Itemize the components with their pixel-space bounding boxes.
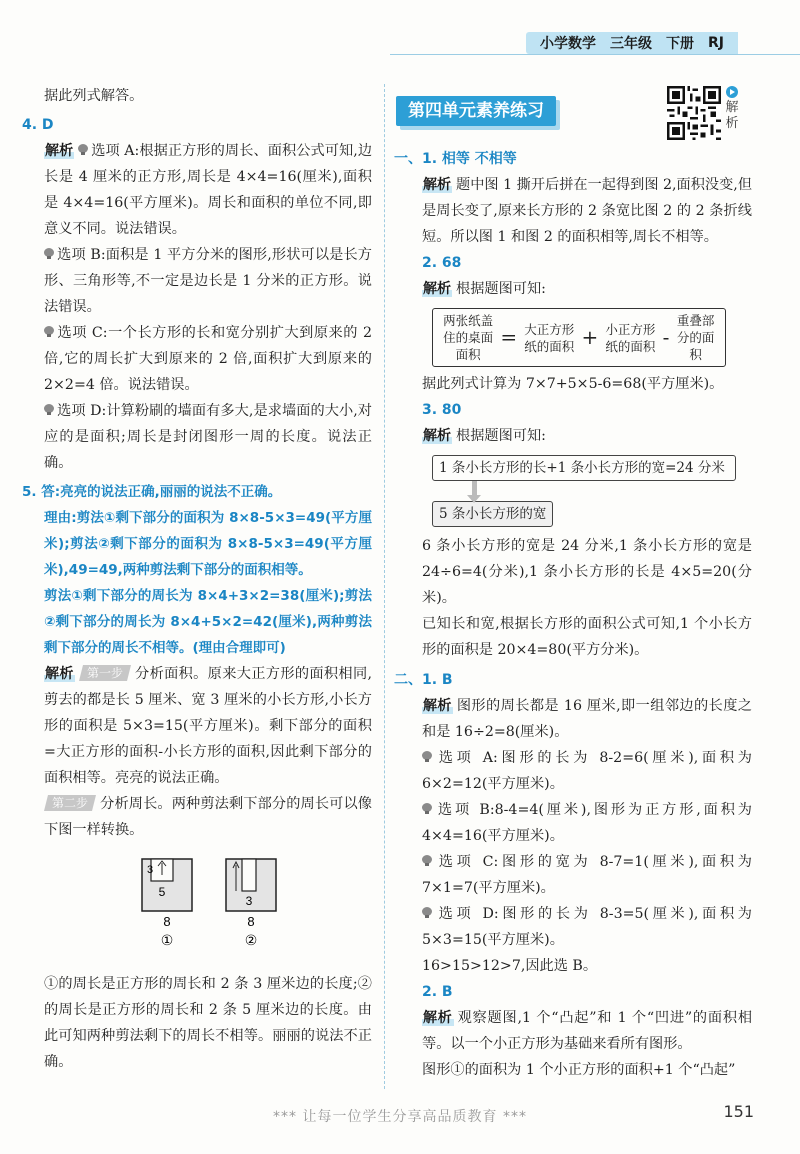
- part2-option-b: 选项 B:8-4=4(厘米),图形为正方形,面积为 4×4=16(平方厘米)。: [422, 802, 752, 844]
- q4-option-c: 选项 C:一个长方形的长和宽分别扩大到原来的 2 倍,它的周长扩大到原来的 2 倍,面积扩大到原来的 2×2=4 倍。说法错误。: [44, 325, 372, 393]
- area-formula-box: [432, 308, 726, 367]
- column-divider: [384, 84, 385, 1089]
- lightbulb-icon: [422, 803, 432, 815]
- diagram1-label: ①: [160, 932, 174, 947]
- q5-step2: 第二步 分析周长。两种剪法剩下部分的周长可以像下图一样转换。: [44, 796, 372, 838]
- part2-option-a: 选项 A:图形的长为 8-2=6(厘米),面积为 6×2=12(平方厘米)。: [422, 750, 752, 792]
- perimeter-diagrams: [44, 849, 372, 967]
- q4-option-a: 解析 选项 A:根据正方形的周长、面积公式可知,边长是 4 厘米的正方形,周长是 4×4=16(厘米),面积是 4×4=16(平方厘米)。周长和面积的单位不同,即意义不同。说法错误。: [44, 143, 373, 237]
- header-edition: RJ: [708, 35, 724, 51]
- part1-q3-number: 3. 80: [422, 402, 462, 418]
- play-icon: [726, 86, 738, 98]
- header-tag: [526, 32, 738, 54]
- analysis-tag: 解析: [423, 177, 452, 193]
- diagram2-bottom-label: 8: [247, 914, 255, 929]
- part2-option-c: 选项 C:图形的宽为 8-7=1(厘米),面积为 7×1=7(平方厘米)。: [422, 854, 752, 896]
- q5-reason-perimeter: 剪法①剩下部分的周长为 8×4+3×2=38(厘米);剪法②剩下部分的周长为 8×4+5×2=42(厘米),两种剪法剩下部分的周长不相等。(理由合理即可): [44, 588, 372, 656]
- lightbulb-icon: [78, 144, 88, 156]
- header-volume: 下册: [666, 36, 694, 52]
- analysis-tag: 解析: [423, 698, 452, 714]
- analysis-tag: 解析: [45, 143, 74, 159]
- part1-q3-intro: 解析 根据题图可知:: [423, 428, 546, 444]
- q5-answer: 5. 答:亮亮的说法正确,丽丽的说法不正确。: [22, 484, 282, 500]
- part2-option-d: 选项 D:图形的长为 8-3=5(厘米),面积为 5×3=15(平方厘米)。: [422, 906, 752, 948]
- part1-q2-calc: 据此列式计算为 7×7+5×5-6=68(平方厘米)。: [422, 376, 724, 392]
- flow-top-box: 1 条小长方形的长+1 条小长方形的宽=24 分米: [432, 455, 736, 481]
- lightbulb-icon: [422, 751, 432, 763]
- q5-step1: 解析 第一步 分析面积。原来大正方形的面积相同,剪去的都是长 5 厘米、宽 3 厘米的小长方形,小长方形的面积是 5×3=15(平方厘米)。剩下部分的面积=大正方形的面积-小长方形的面积,因此剩下部分的面积相等。亮亮的说法正确。: [44, 666, 373, 786]
- header-rule: [390, 54, 800, 55]
- diagram-cut-1: [138, 849, 198, 947]
- page-number: 151: [723, 1102, 754, 1121]
- diagram1-top-label: 3: [147, 864, 154, 876]
- header-subject: 小学数学: [540, 36, 596, 52]
- lightbulb-icon: [422, 907, 432, 919]
- formula-minus: -: [662, 325, 670, 349]
- q4-number: 4. D: [22, 117, 54, 133]
- q4-option-d: 选项 D:计算粉刷的墙面有多大,是求墙面的大小,对应的是面积;周长是封闭图形一周的长度。说法正确。: [44, 403, 372, 471]
- footer-slogan: *** 让每一位学生分享高品质教育 ***: [273, 1109, 527, 1125]
- lightbulb-icon: [44, 248, 54, 260]
- analysis-tag: 解析: [423, 281, 451, 297]
- part2-q2-number: 2. B: [422, 984, 453, 1000]
- diagram1-bottom-label: 8: [163, 914, 171, 929]
- diagram2-mid-label: 3: [245, 894, 253, 908]
- diagram-cut-2: [222, 849, 282, 947]
- part1-q1-analysis: 解析 题中图 1 撕开后拼在一起得到图 2,面积没变,但是周长变了,原来长方形的 2 条宽比图 2 的 2 条折线短。所以图 1 和图 2 的面积相等,周长不相等。: [422, 177, 753, 245]
- lightbulb-icon: [422, 855, 432, 867]
- analysis-tag: 解析: [423, 1010, 453, 1026]
- qr-label-text: 解析: [725, 100, 739, 131]
- lightbulb-icon: [44, 326, 54, 338]
- section-title: 第四单元素养练习: [396, 96, 556, 126]
- carry-line: 据此列式解答。: [44, 88, 144, 104]
- step-badge: 第一步: [79, 665, 131, 681]
- diagram2-label: ②: [244, 932, 258, 947]
- diagram1-mid-label: 5: [158, 885, 166, 899]
- q4-option-b: 选项 B:面积是 1 平方分米的图形,形状可以是长方形、三角形等,不一定是边长是 1 分米的正方形。说法错误。: [44, 247, 372, 315]
- formula-term-total: 两张纸盖住的桌面面积: [443, 313, 494, 362]
- q5-reason-area: 理由:剪法①剩下部分的面积为 8×8-5×3=49(平方厘米);剪法②剩下部分的面积为 8×8-5×3=49(平方厘米),49=49,两种剪法剩下部分的面积相等。: [44, 510, 372, 578]
- rectangle-flow-diagram: [432, 455, 736, 527]
- q5-conclusion: ①的周长是正方形的周长和 2 条 3 厘米边的长度;②的周长是正方形的周长和 2 条 5 厘米边的长度。由此可知两种剪法剩下的周长不相等。丽丽的说法不正确。: [44, 976, 372, 1070]
- part1-q2-number: 2. 68: [422, 255, 462, 271]
- part2-q1-analysis: 解析 图形的周长都是 16 厘米,即一组邻边的长度之和是 16÷2=8(厘米)。: [422, 698, 752, 740]
- part2-q2-text2: 图形①的面积为 1 个小正方形的面积+1 个“凸起”: [422, 1062, 736, 1078]
- header-grade: 三年级: [610, 36, 652, 52]
- lightbulb-icon: [44, 404, 54, 416]
- part1-heading: 一、1. 相等 不相等: [394, 151, 517, 167]
- qr-label[interactable]: [724, 86, 740, 132]
- down-arrow-icon: [472, 481, 477, 495]
- part2-q2-analysis: 解析 观察题图,1 个“凸起”和 1 个“凹进”的面积相等。以一个小正方形为基础来看所有图形。: [422, 1010, 753, 1052]
- qr-code-icon[interactable]: [667, 86, 721, 140]
- part1-q3-text2: 已知长和宽,根据长方形的面积公式可知,1 个小长方形的面积是 20×4=80(平方分米)。: [422, 616, 752, 658]
- right-column: [394, 146, 753, 1083]
- formula-term-small: 小正方形纸的面积: [605, 321, 656, 354]
- analysis-tag: 解析: [423, 428, 451, 444]
- formula-plus: +: [581, 325, 599, 349]
- part1-q3-text1: 6 条小长方形的宽是 24 分米,1 条小长方形的宽是 24÷6=4(分米),1 条小长方形的长是 4×5=20(分米)。: [422, 538, 752, 606]
- left-column: [22, 83, 373, 1075]
- formula-term-overlap: 重叠部分的面积: [676, 313, 715, 362]
- step-badge: 第二步: [44, 795, 96, 811]
- part2-heading: 二、1. B: [394, 672, 453, 688]
- flow-bottom-box: 5 条小长方形的宽: [432, 501, 553, 527]
- analysis-tag: 解析: [45, 666, 74, 682]
- part1-q2-intro: 解析 根据题图可知:: [423, 281, 546, 297]
- part2-compare: 16>15>12>7,因此选 B。: [422, 958, 598, 974]
- formula-term-big: 大正方形纸的面积: [524, 321, 575, 354]
- formula-equals: =: [500, 325, 518, 349]
